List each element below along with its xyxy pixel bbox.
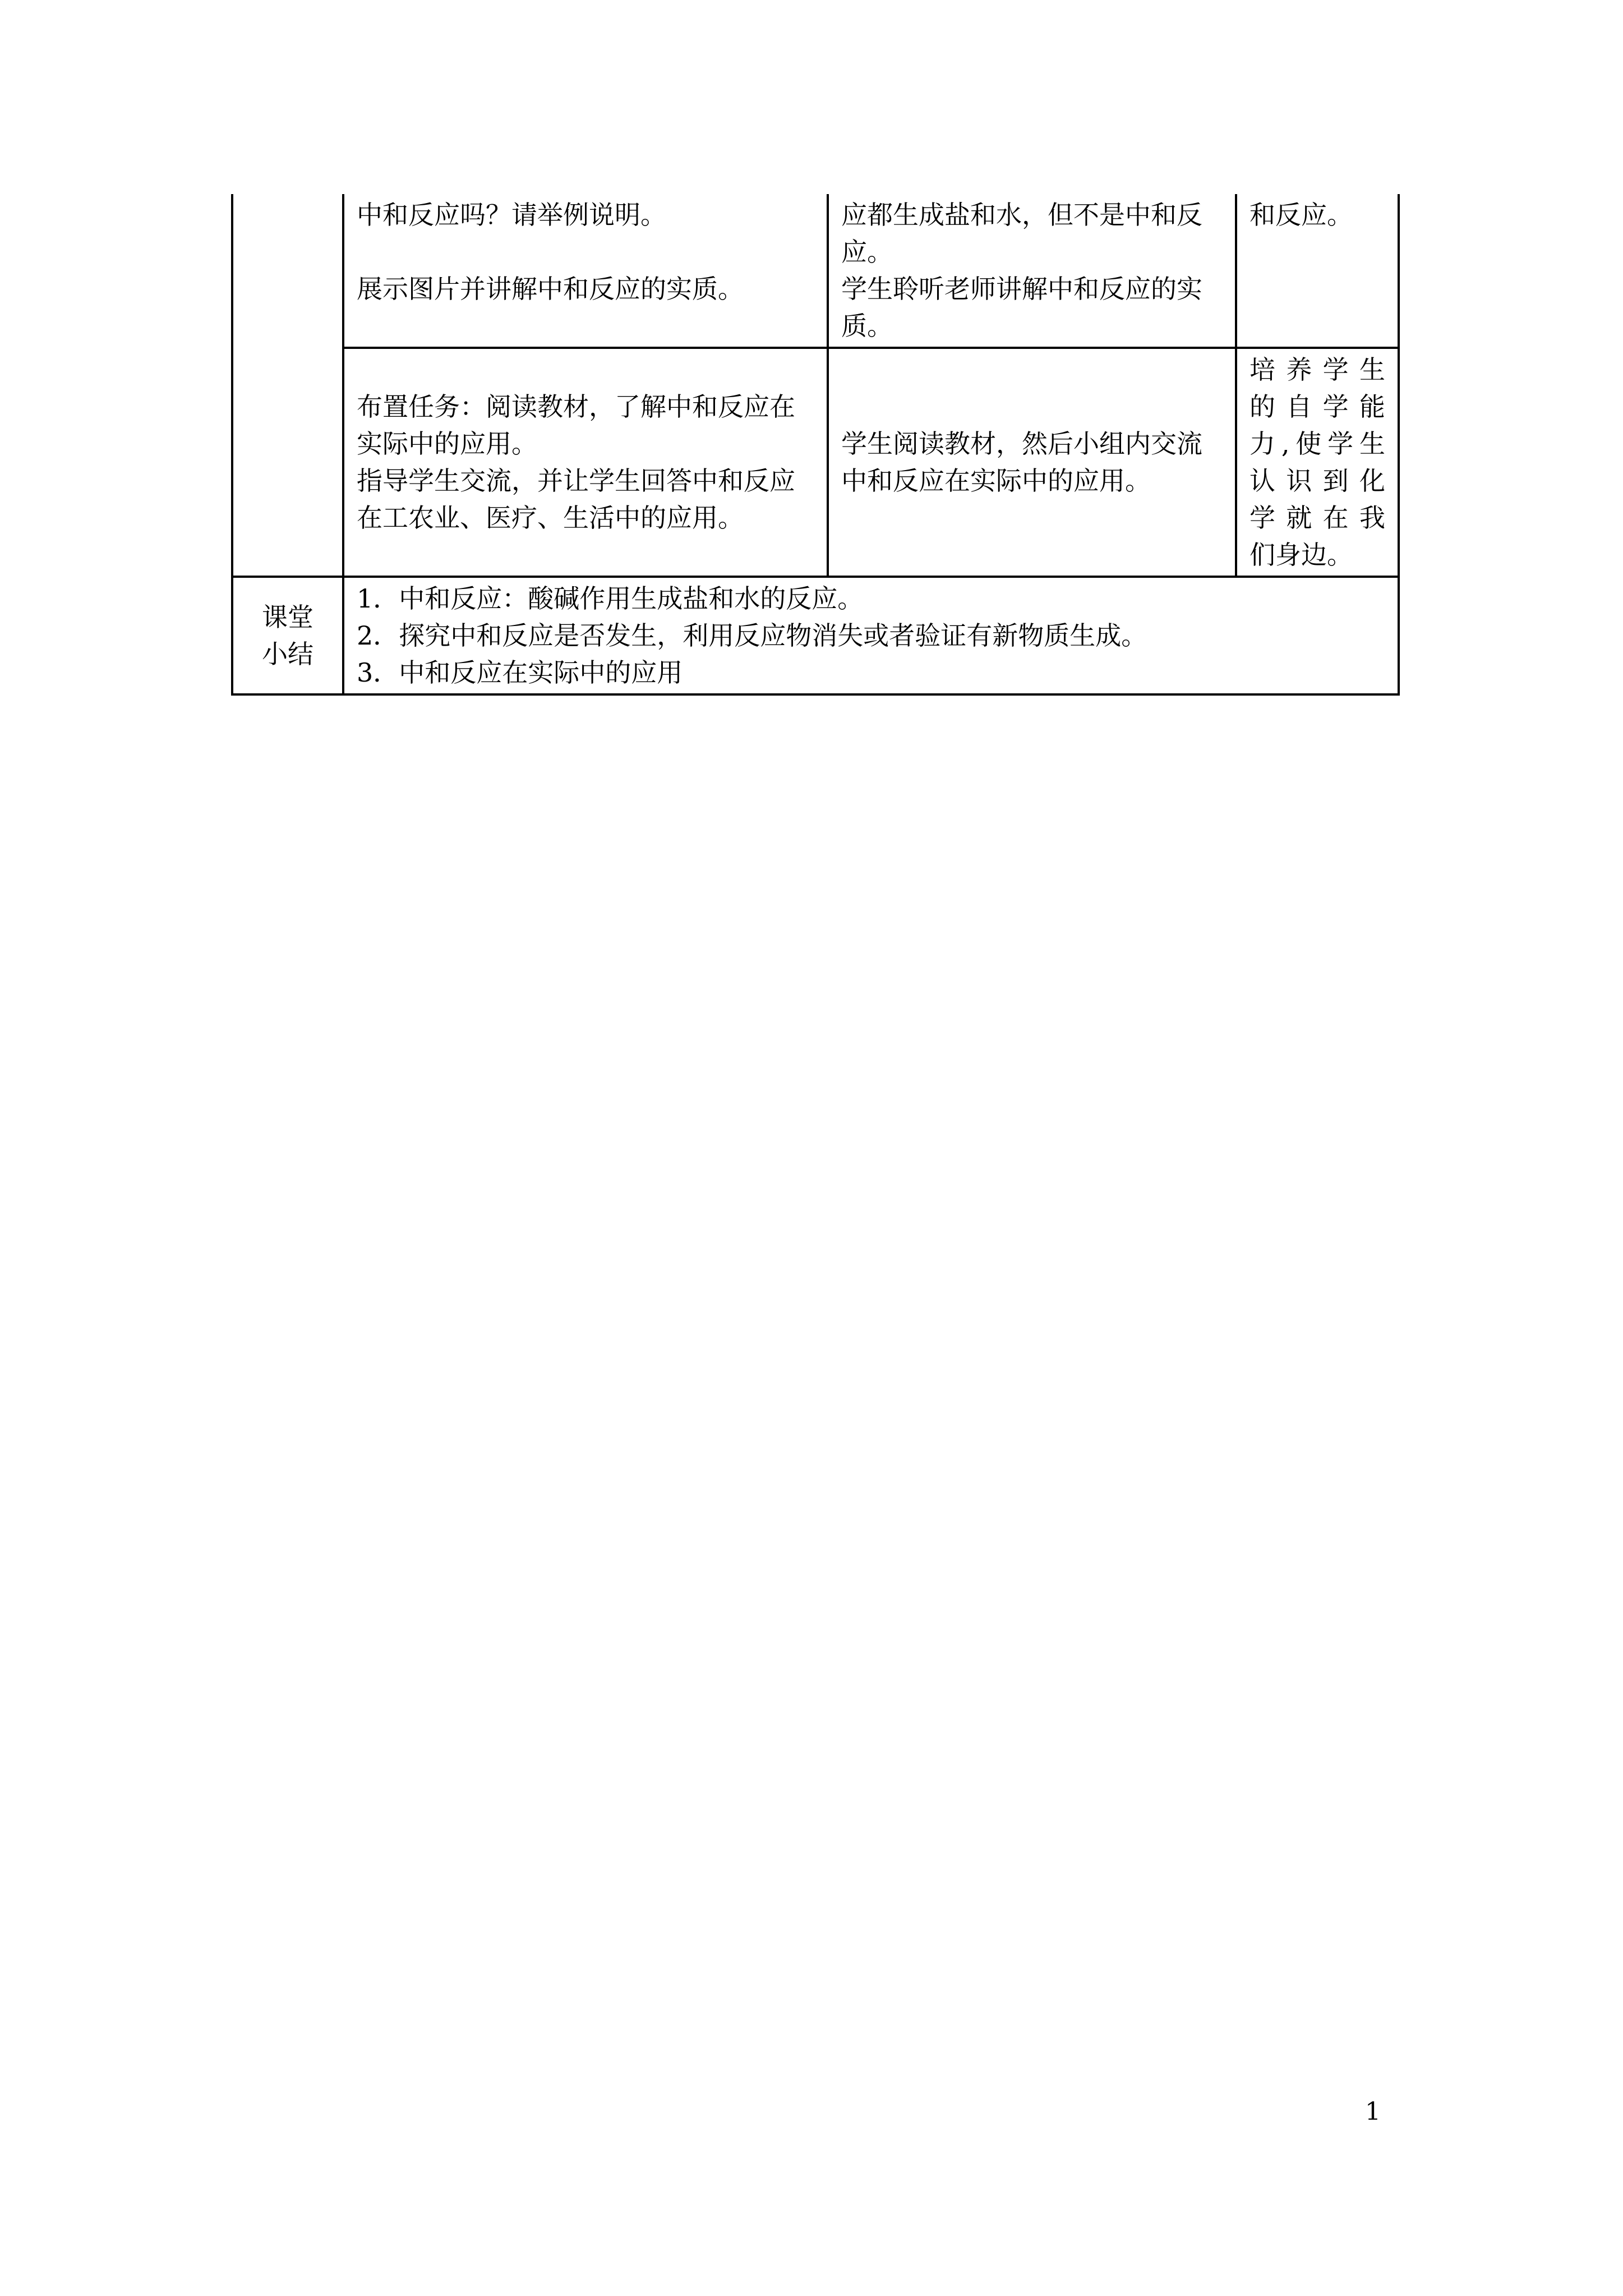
teacher-activity-line: 指导学生交流，并让学生回答中和反应在工农业、医疗、生活中的应用。 — [357, 466, 795, 533]
design-intent-line: 培养学生 — [1249, 355, 1385, 385]
teacher-activity-cell — [343, 348, 828, 577]
teacher-activity-line: 布置任务：阅读教材，了解中和反应在实际中的应用。 — [357, 392, 795, 459]
summary-point: 2．探究中和反应是否发生，利用反应物消失或者验证有新物质生成。 — [357, 620, 1147, 651]
design-intent-cell — [1236, 194, 1399, 348]
design-intent-cell — [1236, 348, 1399, 577]
table-row-summary — [232, 577, 1399, 694]
student-activity-cell — [828, 348, 1236, 577]
teacher-activity-cell — [343, 194, 828, 348]
design-intent-line: 学就在我 — [1249, 503, 1385, 533]
stage-cell-empty — [232, 194, 343, 577]
table-row-continuation — [232, 194, 1399, 348]
summary-point: 1．中和反应：酸碱作用生成盐和水的反应。 — [357, 583, 864, 614]
design-intent-line: 和反应。 — [1249, 200, 1353, 230]
design-intent-line: 的自学能 — [1249, 392, 1385, 422]
design-intent-line: 力,使学生 — [1249, 429, 1385, 459]
summary-point: 3．中和反应在实际中的应用 — [357, 657, 683, 688]
page-number: 1 — [1365, 2097, 1381, 2126]
design-intent-line: 认识到化 — [1249, 466, 1385, 496]
stage-label: 课堂 — [262, 602, 313, 632]
stage-label: 小结 — [262, 639, 313, 669]
student-activity-line: 学生阅读教材，然后小组内交流中和反应在实际中的应用。 — [841, 429, 1202, 496]
paragraph-gap — [357, 233, 814, 270]
stage-cell-summary — [232, 577, 343, 694]
student-activity-line: 学生聆听老师讲解中和反应的实质。 — [841, 274, 1202, 341]
student-activity-line: 应都生成盐和水，但不是中和反应。 — [841, 200, 1202, 267]
design-intent-line: 们身边。 — [1249, 540, 1353, 570]
teacher-activity-line: 中和反应吗？请举例说明。 — [357, 200, 666, 230]
lesson-plan-table — [231, 194, 1400, 696]
summary-cell — [343, 577, 1399, 694]
table-row-application — [232, 348, 1399, 577]
student-activity-cell — [828, 194, 1236, 348]
teacher-activity-line: 展示图片并讲解中和反应的实质。 — [357, 274, 744, 304]
